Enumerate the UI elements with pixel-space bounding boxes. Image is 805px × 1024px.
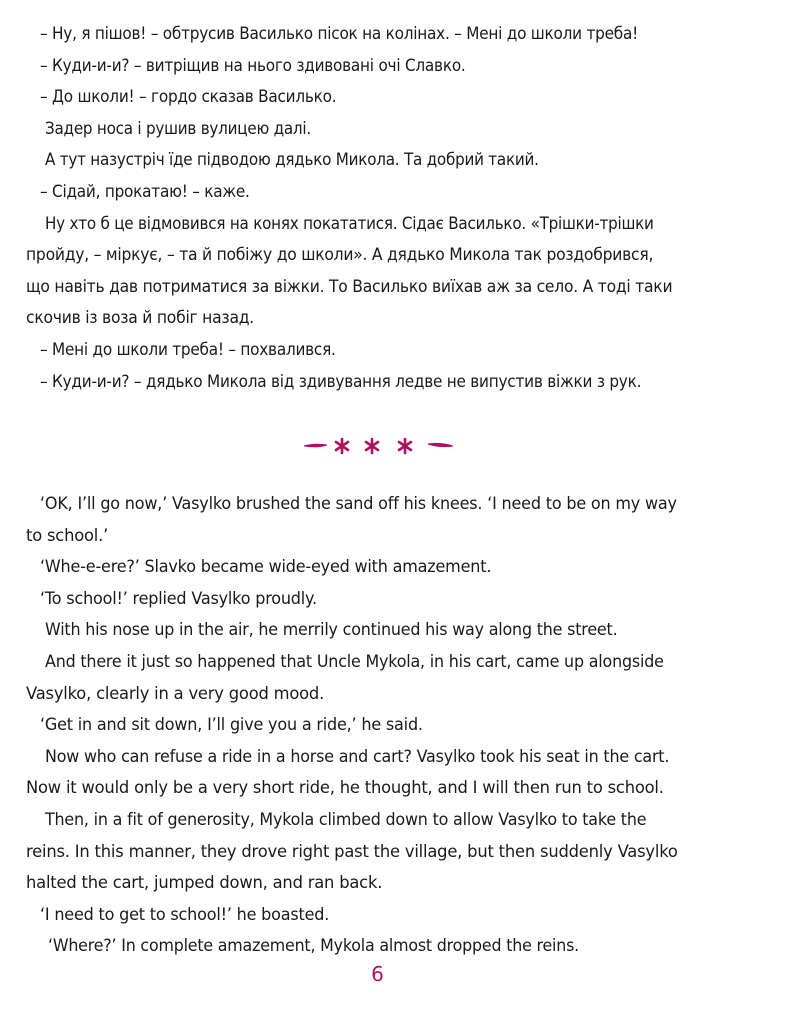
paragraph-line: пройду, – міркує, – та й побіжу до школи». А дядько Микола так роздобрився, bbox=[26, 245, 654, 265]
paragraph-line: що навіть дав потриматися за віжки. То Василько виїхав аж за село. А тоді таки bbox=[26, 276, 673, 296]
page-number: 6 bbox=[371, 962, 384, 986]
paragraph-line: ‘Whe-e-ere?’ Slavko became wide-eyed with amazement. bbox=[40, 557, 492, 578]
paragraph-line: ‘I need to get to school!’ he boasted. bbox=[40, 904, 330, 925]
paragraph-line: ‘Where?’ In complete amazement, Mykola almost dropped the reins. bbox=[48, 936, 580, 957]
paragraph-line: reins. In this manner, they drove right past the village, but then suddenly Vasylko bbox=[26, 841, 678, 862]
paragraph-line: – Мені до школи треба! – похвалився. bbox=[40, 339, 336, 359]
paragraph-line: to school.’ bbox=[26, 525, 109, 546]
paragraph-line: Now who can refuse a ride in a horse and cart? Vasylko took his seat in the cart. bbox=[45, 746, 670, 767]
paragraph-line: And there it just so happened that Uncle Mykola, in his cart, came up alongside bbox=[45, 651, 664, 672]
paragraph-line: – До школи! – гордо сказав Василько. bbox=[40, 87, 337, 107]
english-text bbox=[0, 489, 805, 963]
section-divider-ornament bbox=[300, 430, 460, 460]
paragraph-line: halted the cart, jumped down, and ran back. bbox=[26, 873, 383, 894]
paragraph-line: Now it would only be a very short ride, he thought, and I will then run to school. bbox=[26, 778, 664, 799]
paragraph-line: Vasylko, clearly in a very good mood. bbox=[26, 683, 325, 704]
paragraph-line: скочив із воза й побіг назад. bbox=[26, 308, 254, 328]
paragraph-line: ‘Get in and sit down, I’ll give you a ride,’ he said. bbox=[40, 715, 423, 736]
paragraph-line: Задер носа і рушив вулицею далі. bbox=[45, 118, 311, 138]
paragraph-line: – Ну, я пішов! – обтрусив Василько пісок на колінах. – Мені до школи треба! bbox=[40, 24, 638, 43]
paragraph-line: – Куди-и-и? – витріщив на нього здивовані очі Славко. bbox=[40, 55, 466, 75]
paragraph-line: ‘To school!’ replied Vasylko proudly. bbox=[40, 588, 317, 609]
paragraph-line: ‘OK, I’ll go now,’ Vasylko brushed the sand off his knees. ‘I need to be on my way bbox=[40, 494, 677, 514]
paragraph-line: Then, in a fit of generosity, Mykola climbed down to allow Vasylko to take the bbox=[45, 809, 647, 830]
ukrainian-text bbox=[0, 18, 805, 397]
paragraph-line: А тут назустріч їде підводою дядько Микола. Та добрий такий. bbox=[45, 150, 539, 170]
paragraph-line: Ну хто б це відмовився на конях покататися. Сідає Василько. «Трішки-трішки bbox=[45, 213, 654, 233]
paragraph-line: With his nose up in the air, he merrily continued his way along the street. bbox=[45, 620, 618, 641]
paragraph-line: – Сідай, прокатаю! – каже. bbox=[40, 181, 250, 201]
paragraph-line: – Куди-и-и? – дядько Микола від здивування ледве не випустив віжки з рук. bbox=[40, 371, 642, 391]
